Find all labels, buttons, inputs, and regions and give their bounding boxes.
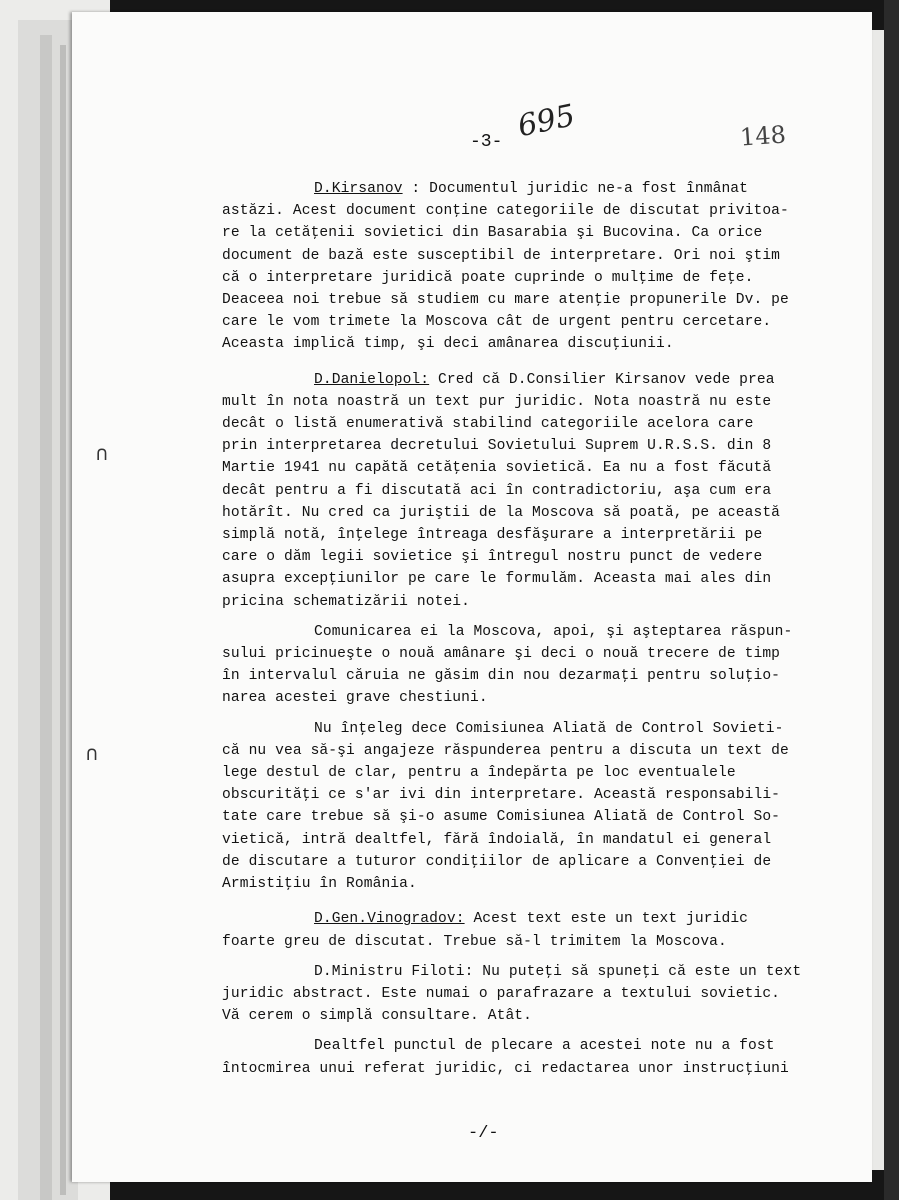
- folio-number: 148: [739, 120, 787, 152]
- margin-mark: ᑎ: [86, 745, 98, 764]
- paragraph-danielopol: D.Danielopol: Cred că D.Consilier Kirsanov vede prea mult în nota noastră un text pur juridic. Nota noastră nu este decât o listă enumerativă stabilind categoriile acelora care prin interpretarea decretului Sovietului Suprem U.R.S.S. din 8 Martie 1941 nu capătă cetăţenia sovietică. Ea nu a fost făcută decât pentru a fi discutată aci în contradictoriu, aşa cum era hotărît. Nu cred ca juriştii de la Moscova să poată, pe această simplă notă, înţelege întreaga desfăşurare a interpretării pe care o dăm legii sovietice şi întregul nostru punct de vedere asupra excepţiunilor pe care le formulăm. Aceasta mai ales din pricina schematizării notei.: [222, 371, 781, 610]
- paragraph-continuation: Dealtfel punctul de plecare a acestei note nu a fost întocmirea unui referat juridic, ci redactarea unor instrucţiuni: [222, 1038, 789, 1077]
- archive-stamp: 695: [514, 98, 579, 145]
- speaker-name: D.Danielopol:: [314, 371, 430, 388]
- paragraph-kirsanov: D.Kirsanov : Documentul juridic ne-a fost înmânat astăzi. Acest document conţine categoriile de discutat privitoa- re la cetăţenii sovietici din Basarabia şi Bucovina. Ca orice document de bază este susceptibil de interpretare. Ori noi ştim că o interpretare juridică poate cuprinde o mulţime de feţe. Deaceea noi trebue să studiem cu mare atenţie propunerile Dv. pe care le vom trimete la Moscova cât de urgent pentru cercetare. Aceasta implică timp, şi deci amânarea discuţiunii.: [222, 181, 789, 353]
- speaker-name: D.Gen.Vinogradov:: [314, 911, 465, 928]
- page-number-top: -3-: [470, 132, 503, 152]
- margin-mark: ᑎ: [96, 445, 108, 464]
- underlying-page-edge: [60, 45, 66, 1195]
- page-number-bottom: -/-: [468, 1124, 499, 1143]
- paragraph-continuation: Comunicarea ei la Moscova, apoi, şi aşteptarea răspun- sului pricinueşte o nouă amânare şi deci o nouă trecere de timp în intervalul căruia ne găsim din nou dezarmaţi pentru soluţio- narea acestei grave chestiuni.: [222, 623, 793, 707]
- paragraph-filoti: D.Ministru Filoti: Nu puteţi să spuneţi că este un text juridic abstract. Este numai o parafrazare a textului sovietic. Vă cerem o simplă consultare. Atât.: [222, 963, 802, 1025]
- underlying-page-edge: [40, 35, 52, 1200]
- paragraph-vinogradov: D.Gen.Vinogradov: Acest text este un text juridic foarte greu de discutat. Trebue să-l trimitem la Moscova.: [222, 911, 749, 950]
- speaker-name: D.Kirsanov: [314, 181, 403, 197]
- document-body: [222, 178, 832, 1080]
- scan-border: [884, 0, 899, 1200]
- paragraph-continuation: Nu înţeleg dece Comisiunea Aliată de Control Sovieti- că nu vea să-şi angajeze răspunderea pentru a discuta un text de lege destul de clar, pentru a îndepărta pe loc eventualele obscurităţi ce s'ar ivi din interpretare. Această responsabili- tate care trebue să şi-o asume Comisiunea Aliată de Control So- vietică, intră dealtfel, fără îndoială, în mandatul ei general de discutare a tuturor condiţiilor de aplicare a Convenţiei de Armistiţiu în România.: [222, 720, 789, 893]
